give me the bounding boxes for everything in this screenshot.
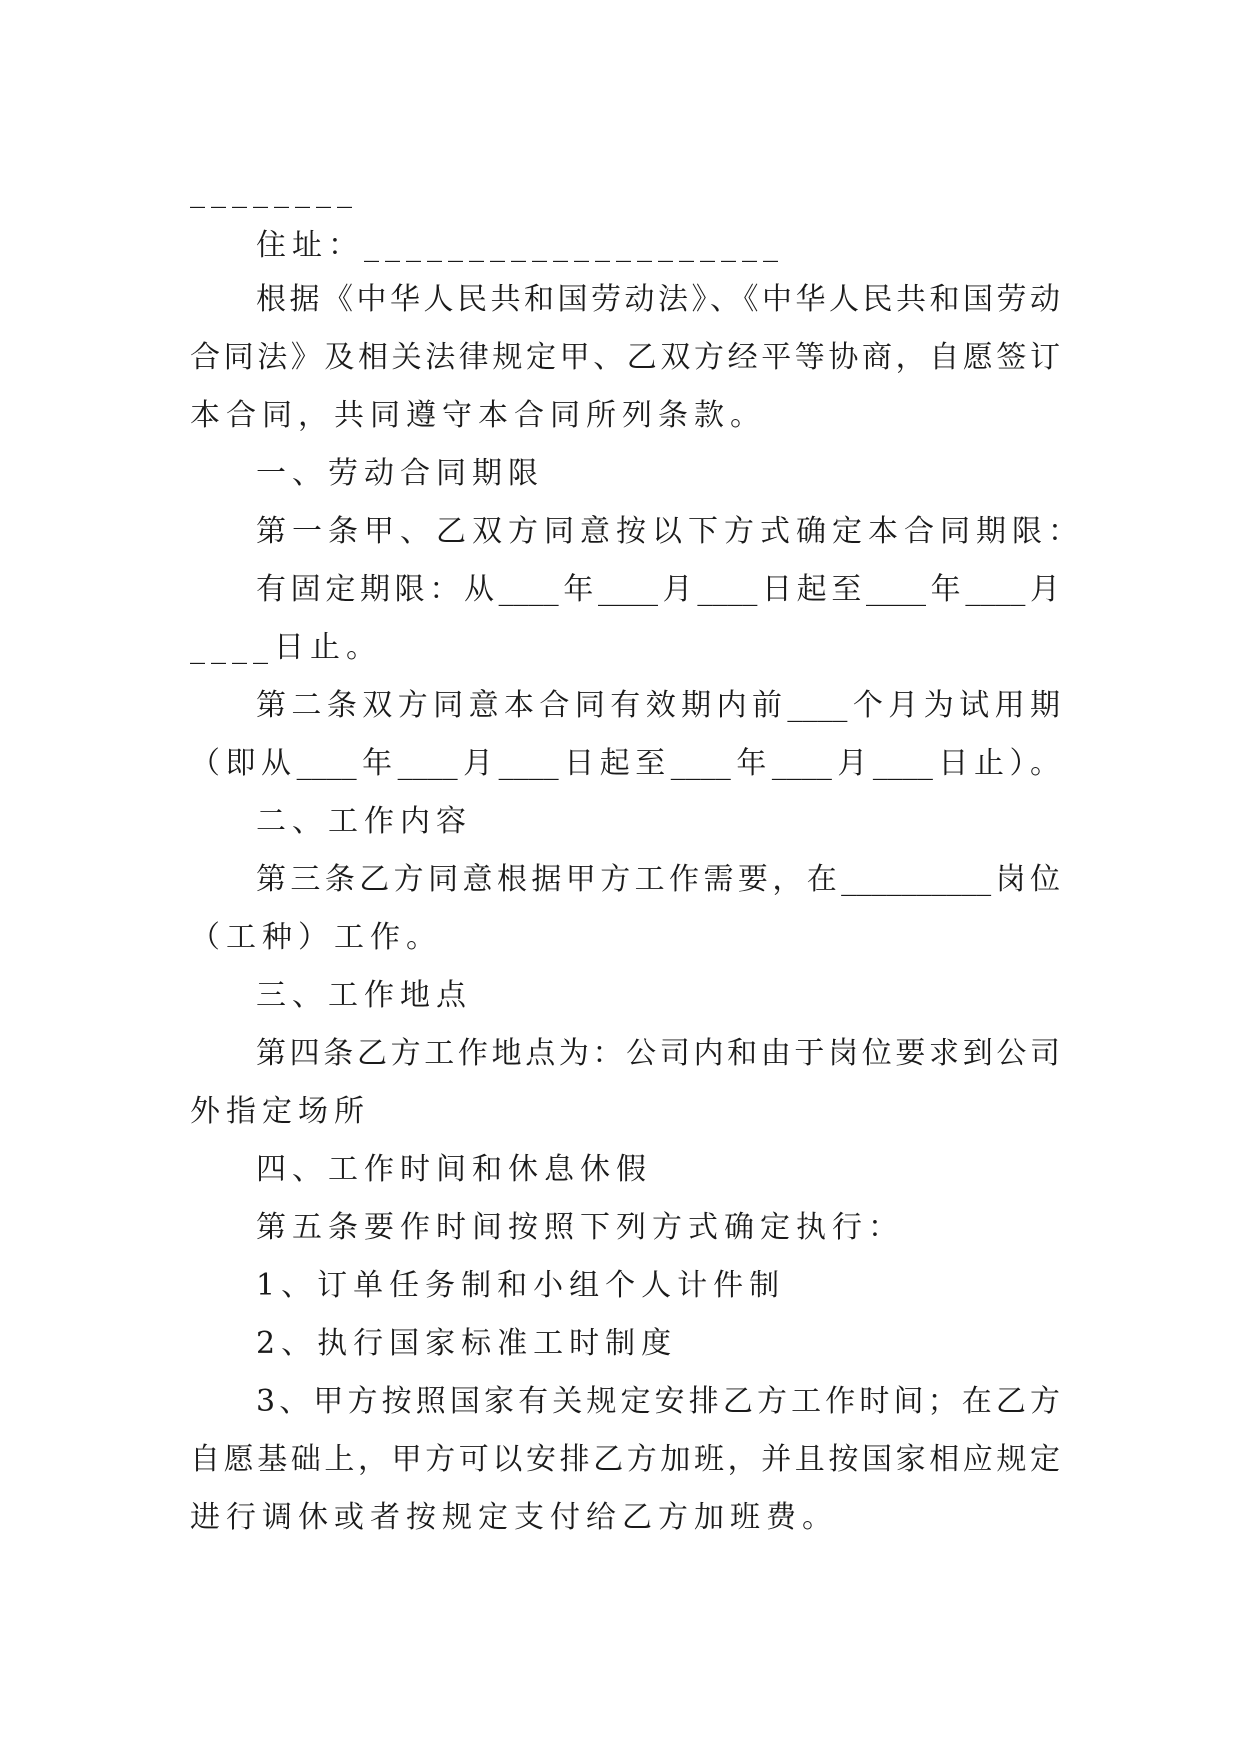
preamble-line-2: 合同法》及相关法律规定甲、乙双方经平等协商，自愿签订 — [190, 340, 1060, 375]
preamble-line-3: 本合同，共同遵守本合同所列条款。 — [190, 398, 766, 433]
list-item-1: 1、订单任务制和小组个人计件制 — [256, 1268, 786, 1303]
list-item-3-line-1: 3、甲方按照国家有关规定安排乙方工作时间；在乙方 — [256, 1384, 1060, 1419]
article-4-line-1: 第四条乙方工作地点为：公司内和由于岗位要求到公司 — [256, 1036, 1060, 1071]
fixed-term-line-2: ____日止。 — [190, 630, 382, 665]
section-heading-2: 二、工作内容 — [256, 804, 472, 839]
blank-line-continuation: ________ — [190, 174, 358, 209]
list-item-3-line-2: 自愿基础上，甲方可以安排乙方加班，并且按国家相应规定 — [190, 1442, 1060, 1477]
article-4-line-2: 外指定场所 — [190, 1094, 370, 1129]
section-heading-3: 三、工作地点 — [256, 978, 472, 1013]
article-1: 第一条甲、乙双方同意按以下方式确定本合同期限： — [256, 514, 1084, 549]
article-3-line-2: （工种）工作。 — [190, 920, 442, 955]
section-heading-1: 一、劳动合同期限 — [256, 456, 544, 491]
article-2-line-1: 第二条双方同意本合同有效期内前____个月为试用期 — [256, 688, 1060, 723]
list-item-3-line-3: 进行调休或者按规定支付给乙方加班费。 — [190, 1500, 838, 1535]
article-2-line-2: （即从____年____月____日起至____年____月____日止）。 — [190, 746, 1060, 781]
article-5: 第五条要作时间按照下列方式确定执行： — [256, 1210, 904, 1245]
section-heading-4: 四、工作时间和休息休假 — [256, 1152, 652, 1187]
list-item-2: 2、执行国家标准工时制度 — [256, 1326, 678, 1361]
fixed-term-line-1: 有固定期限：从____年____月____日起至____年____月 — [256, 572, 1060, 607]
article-3-line-1: 第三条乙方同意根据甲方工作需要，在__________岗位 — [256, 862, 1060, 897]
preamble-line-1: 根据《中华人民共和国劳动法》、《中华人民共和国劳动 — [256, 282, 1060, 317]
address-line: 住址：____________________ — [256, 228, 784, 263]
